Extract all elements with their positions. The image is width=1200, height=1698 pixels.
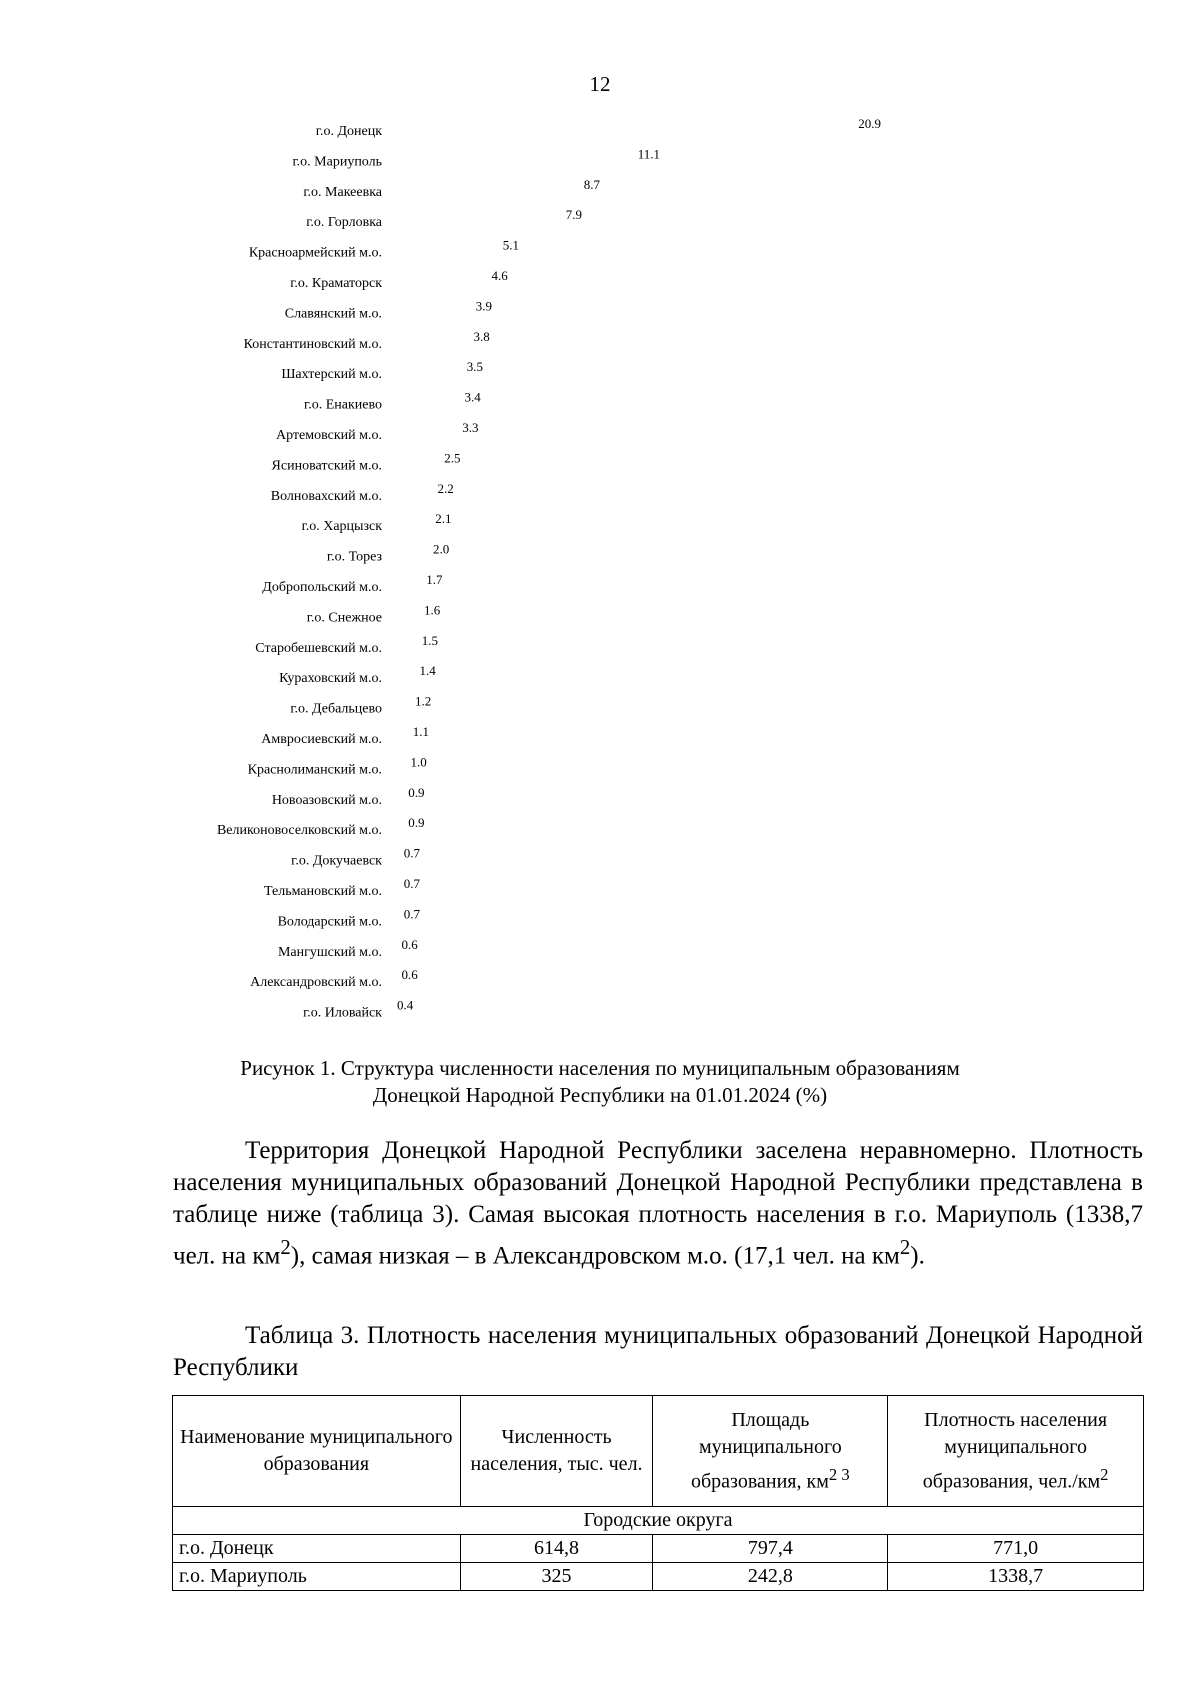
bar	[384, 425, 458, 443]
value-label: 0.7	[403, 876, 420, 891]
table-row	[173, 1563, 1144, 1591]
category-label: Волновахский м.о.	[270, 488, 382, 504]
value-label: 4.6	[491, 268, 508, 283]
category-label: г.о. Макеевка	[303, 184, 382, 200]
bar	[384, 729, 409, 747]
category-label: Тельмановский м.о.	[264, 884, 382, 899]
density-table	[172, 1395, 1144, 1591]
bar	[384, 820, 404, 838]
category-label: г.о. Дебальцево	[290, 701, 382, 717]
bar	[384, 182, 580, 200]
paragraph-sup-2: 2	[899, 1235, 911, 1259]
header-density-sup: 2	[1100, 1464, 1109, 1484]
paragraph-text-2: ), самая низкая – в Александровском м.о. (17,1 чел. на км	[290, 1242, 900, 1270]
header-density-text: Плотность населения муниципального образования, чел./км	[922, 1408, 1108, 1493]
bar	[384, 455, 440, 473]
bar	[384, 243, 499, 261]
bar	[384, 790, 404, 808]
category-label: г.о. Донецк	[315, 124, 382, 139]
category-label: Амвросиевский м.о.	[261, 732, 382, 747]
paragraph-sup-1: 2	[280, 1235, 291, 1259]
bar	[384, 1003, 393, 1021]
value-label: 2.1	[435, 511, 452, 527]
value-label: 1.0	[410, 754, 427, 770]
value-label: 2.5	[444, 450, 461, 466]
category-label: Артемовский м.о.	[275, 428, 382, 443]
value-label: 20.9	[858, 116, 881, 131]
value-label: 3.3	[462, 420, 479, 435]
value-label: 1.5	[421, 632, 438, 648]
value-label: 1.4	[419, 663, 436, 679]
value-label: 1.1	[412, 724, 429, 739]
category-label: Ясиноватский м.о.	[271, 458, 382, 474]
cell-population: 614,8	[460, 1535, 653, 1563]
category-label: г.о. Докучаевск	[291, 853, 382, 869]
cell-area: 242,8	[653, 1563, 888, 1591]
header-area-text: Площадь муниципального образования, км	[690, 1408, 842, 1493]
cell-population: 325	[460, 1563, 653, 1591]
value-label: 0.7	[403, 906, 420, 922]
table-header-row	[173, 1396, 1144, 1507]
value-label: 7.9	[565, 207, 582, 223]
category-label: Володарский м.о.	[277, 914, 382, 930]
category-label: Мангушский м.о.	[277, 944, 382, 960]
category-label: Старобешевский м.о.	[255, 640, 382, 656]
paragraph-text-3: ).	[910, 1242, 925, 1270]
category-label: г.о. Торез	[326, 549, 382, 565]
category-label: Новоазовский м.о.	[271, 792, 382, 808]
bar	[384, 607, 420, 625]
category-label: Славянский м.о.	[284, 306, 382, 322]
bar	[384, 395, 461, 413]
table-section-row	[173, 1507, 1144, 1535]
bar	[384, 942, 398, 960]
value-label: 0.4	[397, 997, 414, 1013]
category-label: г.о. Енакиево	[304, 397, 382, 413]
category-label: г.о. Снежное	[306, 610, 382, 626]
value-label: 3.8	[473, 328, 490, 344]
bar	[384, 364, 463, 382]
paragraph-text-1: Территория Донецкой Народной Республики заселена неравномерно. Плотность населения муниципальных образований Донецкой Народной Республики представлена в таблице ниже (таблица 3). Самая высокая плотность населения в г.о. Мариуполь (1338,7 чел. на км	[173, 1137, 1143, 1270]
value-label: 0.6	[401, 936, 418, 952]
category-label: Краснолиманский м.о.	[247, 762, 382, 778]
category-label: Великоновоселковский м.о.	[216, 823, 382, 839]
bar	[384, 121, 854, 139]
bar	[384, 699, 411, 717]
header-population: Численность населения, тыс. чел.	[460, 1396, 653, 1507]
category-label: Добропольский м.о.	[262, 580, 382, 595]
value-label: 0.9	[408, 815, 425, 831]
section-label: Городские округа	[173, 1507, 1144, 1535]
bar	[384, 151, 634, 169]
page-number: 12	[589, 72, 611, 96]
category-label: г.о. Мариуполь	[292, 154, 382, 170]
table-title	[173, 1320, 1143, 1384]
table-title-text: Таблица 3. Плотность населения муниципальных образований Донецкой Народной Республики	[173, 1322, 1143, 1381]
value-label: 3.5	[466, 359, 483, 375]
bar	[384, 516, 431, 534]
bar	[384, 972, 398, 990]
cell-density: 1338,7	[888, 1563, 1144, 1591]
bar	[384, 638, 418, 656]
figure-caption-line-2: Донецкой Народной Республики на 01.01.2024 (%)	[372, 1083, 828, 1107]
cell-density: 771,0	[888, 1535, 1144, 1563]
category-label: г.о. Иловайск	[303, 1005, 382, 1021]
bar	[384, 759, 407, 777]
bar	[384, 273, 488, 291]
bar	[384, 334, 470, 352]
category-label: г.о. Краматорск	[290, 276, 382, 291]
category-label: Красноармейский м.о.	[248, 245, 382, 261]
bar	[384, 668, 416, 686]
bar	[384, 486, 434, 504]
bar	[384, 881, 400, 899]
category-label: г.о. Харцызск	[301, 519, 382, 535]
category-label: Константиновский м.о.	[243, 336, 382, 352]
value-label: 1.6	[424, 602, 441, 618]
cell-name: г.о. Мариуполь	[173, 1563, 461, 1591]
category-label: г.о. Горловка	[306, 215, 382, 231]
header-area	[653, 1396, 888, 1507]
cell-name: г.о. Донецк	[173, 1535, 461, 1563]
value-label: 1.2	[415, 693, 432, 709]
figure-caption-line-1: Рисунок 1. Структура численности населения по муниципальным образованиям	[240, 1056, 960, 1080]
value-label: 3.4	[464, 389, 481, 405]
bar	[384, 577, 422, 595]
value-label: 8.7	[583, 176, 600, 192]
category-label: Александровский м.о.	[250, 975, 382, 991]
value-label: 2.0	[433, 541, 450, 557]
category-label: Кураховский м.о.	[279, 671, 382, 687]
header-name: Наименование муниципального образования	[173, 1396, 461, 1507]
bar	[384, 547, 429, 565]
value-label: 5.1	[502, 237, 519, 253]
value-label: 2.2	[437, 480, 454, 496]
value-label: 0.7	[403, 845, 420, 861]
table-row	[173, 1535, 1144, 1563]
value-label: 11.1	[637, 146, 661, 162]
bar	[384, 851, 400, 869]
bar	[384, 911, 400, 929]
header-area-sup: 2 3	[828, 1464, 850, 1484]
header-density	[888, 1396, 1144, 1507]
value-label: 3.9	[475, 298, 492, 314]
bar	[384, 303, 472, 321]
value-label: 0.6	[401, 967, 418, 983]
category-label: Шахтерский м.о.	[281, 367, 382, 383]
bar	[384, 212, 562, 230]
figure-caption	[150, 1055, 1050, 1109]
value-label: 0.9	[408, 784, 425, 800]
cell-area: 797,4	[653, 1535, 888, 1563]
body-paragraph	[173, 1135, 1143, 1272]
value-label: 1.7	[426, 572, 443, 587]
